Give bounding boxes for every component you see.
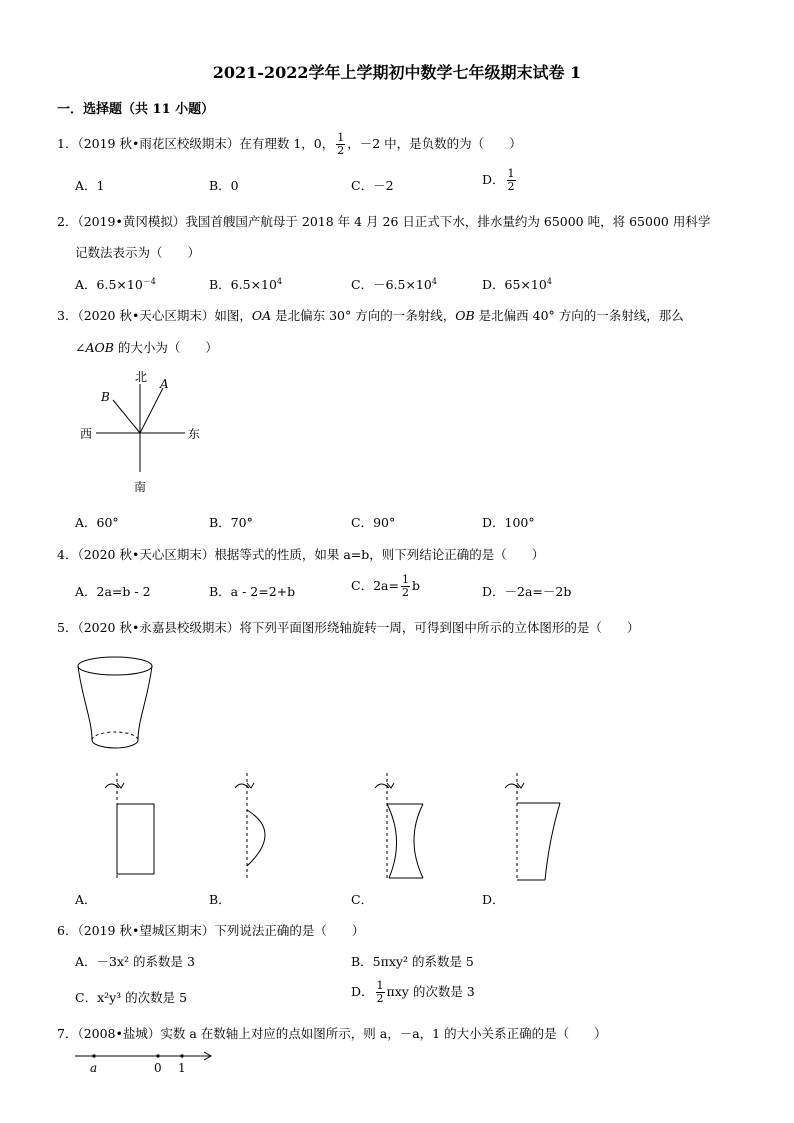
- section-heading: 一．选择题（共 11 小题）: [57, 102, 215, 117]
- q1-stem-part-a: 1．（2019 秋•雨花区校级期末）在有理数 1，0，: [57, 136, 335, 151]
- page-title: 2021-2022学年上学期初中数学七年级期末试卷 1: [212, 63, 582, 82]
- q4-option-c[interactable]: C．2a= $\frac{1}{2}$ b: [351, 573, 420, 599]
- q2-option-a[interactable]: A．$6.5\times 10^{-4}$: [75, 276, 156, 292]
- q5-option-a[interactable]: A．: [75, 892, 97, 907]
- compass-south-label: 南: [134, 480, 147, 494]
- q5-option-b[interactable]: B．: [209, 892, 231, 907]
- question-6-stem: 6．（2019 秋•望城区期末）下列说法正确的是（ ）: [57, 923, 365, 938]
- question-5-stem: 5．（2020 秋•永嘉县校级期末）将下列平面图形绕轴旋转一周，可得到图中所示的立体图形的是（ ）: [57, 620, 640, 635]
- question-1-stem: [57, 132, 522, 157]
- compass-north-label: 北: [135, 370, 148, 384]
- number-line-label-a: a: [90, 1061, 98, 1075]
- q1-stem-part-b: ，－2 中，是负数的为（ ）: [347, 136, 522, 151]
- compass-point-a-label: A: [160, 377, 169, 391]
- q2-option-b[interactable]: B．$6.5\times 10^4$: [209, 276, 283, 292]
- q4-option-d[interactable]: D．－2a=－2b: [482, 584, 572, 599]
- q5-figure-b: [225, 770, 295, 885]
- vase-solid-figure: [70, 648, 170, 758]
- question-2-line-2: 记数法表示为（ ）: [75, 245, 201, 260]
- q5-option-d[interactable]: D．: [482, 892, 505, 907]
- q3-option-b[interactable]: B．70°: [209, 515, 253, 530]
- q2-option-c[interactable]: C．$-6.5\times 10^4$: [351, 276, 437, 292]
- compass-diagram: [70, 364, 220, 499]
- q1-option-b[interactable]: B．0: [209, 178, 239, 193]
- q6-option-c[interactable]: C．x²y³ 的次数是 5: [75, 990, 188, 1005]
- q5-figure-d: [495, 770, 575, 885]
- q1-fraction: $\frac{1}{2}$: [337, 131, 345, 157]
- q3-option-c[interactable]: C．90°: [351, 515, 396, 530]
- q1-option-d[interactable]: D． $\frac{1}{2}$: [482, 167, 515, 193]
- q1-option-a[interactable]: A．1: [75, 178, 105, 193]
- number-line-label-1: 1: [178, 1061, 186, 1075]
- q3-option-a[interactable]: A．60°: [75, 515, 119, 530]
- question-2-line-1: 2．（2019•黄冈模拟）我国首艘国产航母于 2018 年 4 月 26 日正式下水，排水量约为 65000 吨，将 65000 用科学: [57, 214, 711, 229]
- question-7-stem: 7．（2008•盐城）实数 a 在数轴上对应的点如图所示，则 a，－a，1 的大小关系正确的是（ ）: [57, 1026, 607, 1041]
- q4-option-b[interactable]: B．a - 2=2+b: [209, 584, 296, 599]
- question-3-line-2: ∠AOB 的大小为（ ）: [75, 340, 218, 355]
- compass-west-label: 西: [80, 427, 93, 441]
- compass-east-label: 东: [188, 427, 201, 441]
- number-line-label-0: 0: [154, 1061, 162, 1075]
- q6-option-a[interactable]: A．－3x² 的系数是 3: [75, 954, 195, 969]
- q4-option-a[interactable]: A．2a=b - 2: [75, 584, 151, 599]
- q5-option-c[interactable]: C．: [351, 892, 374, 907]
- q2-option-d[interactable]: D．$65\times 10^4$: [482, 276, 552, 292]
- q5-figure-a: [95, 770, 165, 885]
- question-4-stem: 4．（2020 秋•天心区期末）根据等式的性质，如果 a=b，则下列结论正确的是（ ）: [57, 547, 545, 562]
- number-line: [70, 1046, 220, 1076]
- q6-option-b[interactable]: B．5πxy² 的系数是 5: [351, 954, 474, 969]
- q6-option-d[interactable]: D． $\frac{1}{2}$ πxy 的次数是 3: [351, 979, 475, 1005]
- q3-option-d[interactable]: D．100°: [482, 515, 535, 530]
- compass-point-b-label: B: [101, 390, 110, 404]
- q1-option-c[interactable]: C．－2: [351, 178, 394, 193]
- q5-figure-c: [365, 770, 435, 885]
- question-3-line-1: 3．（2020 秋•天心区期末）如图，OA 是北偏东 30° 方向的一条射线，OB 是北偏西 40° 方向的一条射线，那么: [57, 308, 684, 323]
